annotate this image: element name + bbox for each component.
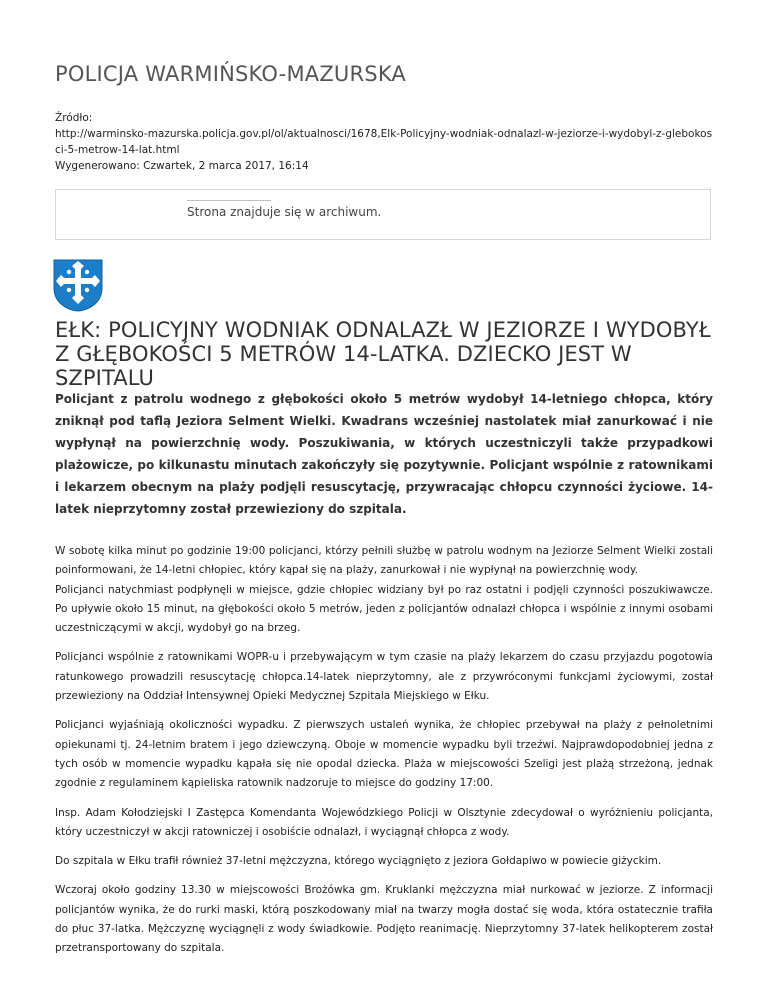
article-lead: Policjant z patrolu wodnego z głębokości około 5 metrów wydobył 14-letniego chłopca, który zniknął pod taflą Jeziora Selment Wielki. Kwadrans wcześniej nastolatek miał zanurkować i nie wypłynął na powierzchnię wody. Poszukiwania, w których uczestniczyli także przypadkowi plażowicze, po kilkunastu minutach zakończyły się pozytywnie. Policjant wspólnie z ratownikami i lekarzem obecnym na plaży podjęli resuscytację, przywracając chłopcu czynności życiowe. 14-latek nieprzytomny został przewieziony do szpitala. [55,392,713,516]
article-paragraph-3: Policjanci wyjaśniają okoliczności wypadku. Z pierwszych ustaleń wynika, że chłopiec przebywał na plaży z pełnoletnimi opiekunami tj. 24-letnim bratem i jego dziewczyną. Oboje w momencie wypadku byli trzeźwi. Najprawdopodobniej jedna z tych osób w momencie wypadku kąpała się nie opodal dziecka. Plaża w miejscowości Szeligi jest plażą strzeżoną, jednak zgodnie z regulaminem kąpieliska ratownik nadzoruje to miejsce do godziny 17:00. [55,719,713,790]
source-url[interactable]: http://warminsko-mazurska.policja.gov.pl/ol/aktualnosci/1678,Elk-Policyjny-wodniak-odnalazl-w-jeziorze-i-wydobyl-z-glebokosci-5-metrow-14-lat.html [55,128,713,156]
generated-date: Wygenerowano: Czwartek, 2 marca 2017, 16:14 [55,160,309,172]
site-title[interactable]: POLICJA WARMIŃSKO-MAZURSKA [55,62,406,86]
article-paragraph-6: Wczoraj około godziny 13.30 w miejscowości Brożówka gm. Kruklanki mężczyzna miał nurkować w jeziorze. Z informacji policjantów wynika, że do rurki maski, którą poszkodowany miał na twarzy mogła dostać się woda, która ostatecznie trafiła do płuc 37-latka. Mężczyznę wyciągnęli z wody świadkowie. Podjęto reanimację. Nieprzytomny 37-latek helikopterem został przetransportowany do szpitala. [55,884,713,955]
article-body [55,542,713,969]
archive-notice-box [55,189,711,240]
article-paragraph-1 [55,542,713,638]
article-paragraph-4: Insp. Adam Kołodziejski I Zastępca Komendanta Wojewódzkiego Policji w Olsztynie zdecydował o wyróżnieniu policjanta, który uczestniczył w akcji ratowniczej i osobiście odnalazł, i wyciągnął chłopca z wody. [55,806,713,838]
paragraph-line: W sobotę kilka minut po godzinie 19:00 policjanci, którzy pełnili służbę w patrolu wodnym na Jeziorze Selment Wielki zostali poinformowani, że 14-letni chłopiec, który kąpał się na plaży, zanurkował i nie wypłynął na powierzchnię wody. [55,545,713,577]
archive-divider [187,200,271,201]
source-meta [55,110,715,174]
paragraph-line: Policjanci natychmiast podpłynęli w miejsce, gdzie chłopiec widziany był po raz ostatni i podjęli czynności poszukiwawcze. Po upływie około 15 minut, na głębokości około 5 metrów, jeden z policjantów odnalazł chłopca i wspólnie z innymi osobami uczestniczącymi w akcji, wydobył go na brzeg. [55,583,713,635]
police-crest-icon-graphic [53,258,103,312]
article-paragraph-2: Policjanci wspólnie z ratownikami WOPR-u i przebywającym w tym czasie na plaży lekarzem do czasu przyjazdu pogotowia ratunkowego prowadzili resuscytację chłopca.14-latek nieprzytomny, ale z przywróconymi funkcjami życiowymi, został przewieziony na Oddział Intensywnej Opieki Medycznej Szpitala Miejskiego w Ełku. [55,651,713,703]
source-label: Źródło: [55,112,93,124]
article-paragraph-5: Do szpitala w Ełku trafił również 37-letni mężczyzna, którego wyciągnięto z jeziora Gołdapiwo w powiecie giżyckim. [55,855,662,868]
archive-notice: Strona znajduje się w archiwum. [187,205,382,219]
police-crest-icon[interactable] [53,258,103,312]
article-title: EŁK: POLICYJNY WODNIAK ODNALAZŁ W JEZIORZE I WYDOBYŁ Z GŁĘBOKOŚCI 5 METRÓW 14-LATKA. DZIECKO JEST W SZPITALU [55,318,711,390]
